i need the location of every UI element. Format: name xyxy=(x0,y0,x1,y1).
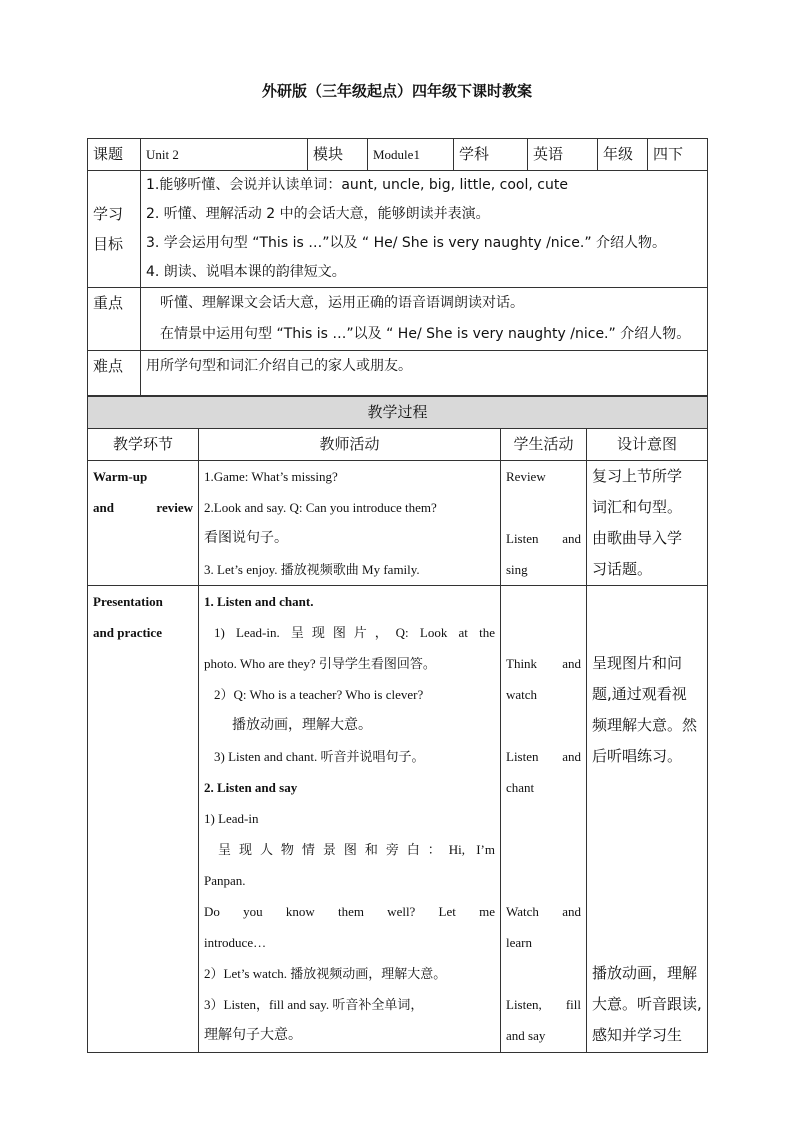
warmup-design-line: 由歌曲导入学 xyxy=(592,529,683,547)
warmup-student-line: Listen and xyxy=(506,531,581,546)
warmup-teacher-line: 看图说句子。 xyxy=(204,530,288,546)
grade-value: 四下 xyxy=(648,139,708,171)
presentation-design-line: 频理解大意。然 xyxy=(592,716,698,734)
presentation-teacher-line: 3）Listen，fill and say. 听音补全单词， xyxy=(204,997,424,1012)
presentation-teacher-line: 1) Lead-in xyxy=(204,811,259,826)
presentation-teacher-line: 呈现人物情景图和旁白：Hi, I’m xyxy=(218,842,495,857)
warmup-student xyxy=(501,461,587,586)
warmup-stage-review: review xyxy=(156,500,193,515)
presentation-design-line: 大意。听音跟读, xyxy=(592,995,702,1013)
presentation-student-line: watch xyxy=(506,687,538,702)
warmup-student-line: sing xyxy=(506,562,528,577)
presentation-teacher-line: photo. Who are they? 引导学生看图回答。 xyxy=(204,656,436,671)
warmup-teacher-line: 1.Game: What’s missing? xyxy=(204,469,338,484)
lesson-info-table xyxy=(87,138,708,396)
presentation-teacher-line: 1. Listen and chant. xyxy=(204,594,314,609)
warmup-student-line: Review xyxy=(506,469,546,484)
presentation-student-line: and say xyxy=(506,1028,546,1043)
presentation-teacher-line: 理解句子大意。 xyxy=(204,1027,302,1043)
presentation-design-line: 感知并学习生 xyxy=(592,1026,683,1044)
table-row xyxy=(88,461,708,586)
presentation-teacher-line: 2. Listen and say xyxy=(204,780,298,795)
warmup-stage-line2 xyxy=(93,492,193,523)
presentation-student xyxy=(501,586,587,1053)
topic-value: Unit 2 xyxy=(141,139,308,171)
presentation-design-line: 呈现图片和问 xyxy=(592,654,683,672)
document-title: 外研版（三年级起点）四年级下课时教案 xyxy=(261,82,532,100)
presentation-teacher-line: 3) Listen and chant. 听音并说唱句子。 xyxy=(214,749,425,764)
presentation-teacher-line: 1) Lead-in. 呈现图片，Q: Look at the xyxy=(214,625,495,640)
key-point-item: 听懂、理解课文会话大意，运用正确的语音语调朗读对话。 xyxy=(160,295,524,311)
presentation-student-line: learn xyxy=(506,935,532,950)
presentation-teacher-line: Do you know them well? Let me xyxy=(204,904,495,919)
warmup-design xyxy=(587,461,708,586)
warmup-stage-line1: Warm-up xyxy=(93,469,148,484)
presentation-teacher-line: 2）Let’s watch. 播放视频动画，理解大意。 xyxy=(204,966,447,981)
presentation-teacher-line: introduce… xyxy=(204,935,267,950)
topic-label: 课题 xyxy=(88,139,141,171)
difficulty-label: 难点 xyxy=(88,351,141,396)
presentation-design-line: 后听唱练习。 xyxy=(592,747,683,765)
process-heading: 教学过程 xyxy=(88,397,708,429)
objectives-list xyxy=(141,171,708,288)
key-point-item: 在情景中运用句型 “This is …”以及 “ He/ She is very naughty /nice.” 介绍人物。 xyxy=(160,326,691,342)
objectives-label-text: 学习目标 xyxy=(93,205,124,253)
table-row xyxy=(88,586,708,1053)
presentation-stage xyxy=(88,586,199,1053)
key-points-list xyxy=(141,288,708,351)
difficulty-text: 用所学句型和词汇介绍自己的家人或朋友。 xyxy=(141,351,708,396)
grade-label: 年级 xyxy=(598,139,648,171)
presentation-student-line: Think and xyxy=(506,656,581,671)
presentation-teacher-line: 播放动画，理解大意。 xyxy=(232,717,372,733)
warmup-design-line: 习话题。 xyxy=(592,560,653,578)
warmup-stage-and: and xyxy=(93,500,114,515)
col-header-student: 学生活动 xyxy=(501,429,587,461)
objective-item: 4. 朗读、说唱本课的韵律短文。 xyxy=(146,264,346,280)
presentation-design-line: 题,通过观看视 xyxy=(592,685,687,703)
presentation-stage-line2: and practice xyxy=(93,625,162,640)
warmup-stage xyxy=(88,461,199,586)
presentation-student-line: Listen, fill xyxy=(506,997,581,1012)
presentation-student-line: Listen and xyxy=(506,749,581,764)
warmup-teacher-line: 3. Let’s enjoy. 播放视频歌曲 My family. xyxy=(204,562,420,577)
objective-item: 3. 学会运用句型 “This is …”以及 “ He/ She is very naughty /nice.” 介绍人物。 xyxy=(146,235,667,251)
module-label: 模块 xyxy=(308,139,368,171)
warmup-design-line: 复习上节所学 xyxy=(592,467,683,485)
presentation-teacher-line: 2）Q: Who is a teacher? Who is clever? xyxy=(214,687,424,702)
presentation-student-line: Watch and xyxy=(506,904,581,919)
presentation-student-line: chant xyxy=(506,780,535,795)
key-points-label: 重点 xyxy=(88,288,141,351)
presentation-stage-line1: Presentation xyxy=(93,594,163,609)
objective-item: 2. 听懂、理解活动 2 中的会话大意，能够朗读并表演。 xyxy=(146,206,490,222)
col-header-design: 设计意图 xyxy=(587,429,708,461)
subject-value: 英语 xyxy=(528,139,598,171)
warmup-design-line: 词汇和句型。 xyxy=(592,498,683,516)
presentation-design-line: 播放动画，理解 xyxy=(592,964,698,982)
presentation-design xyxy=(587,586,708,1053)
objective-item: 1.能够听懂、会说并认读单词：aunt, uncle, big, little, cool, cute xyxy=(146,177,568,193)
objectives-label xyxy=(88,171,141,288)
subject-label: 学科 xyxy=(454,139,528,171)
warmup-teacher-line: 2.Look and say. Q: Can you introduce them? xyxy=(204,500,437,515)
presentation-teacher-line: Panpan. xyxy=(204,873,246,888)
presentation-teacher xyxy=(199,586,501,1053)
warmup-teacher xyxy=(199,461,501,586)
col-header-teacher: 教师活动 xyxy=(199,429,501,461)
module-value: Module1 xyxy=(368,139,454,171)
col-header-stage: 教学环节 xyxy=(88,429,199,461)
teaching-process-table xyxy=(87,396,708,1053)
